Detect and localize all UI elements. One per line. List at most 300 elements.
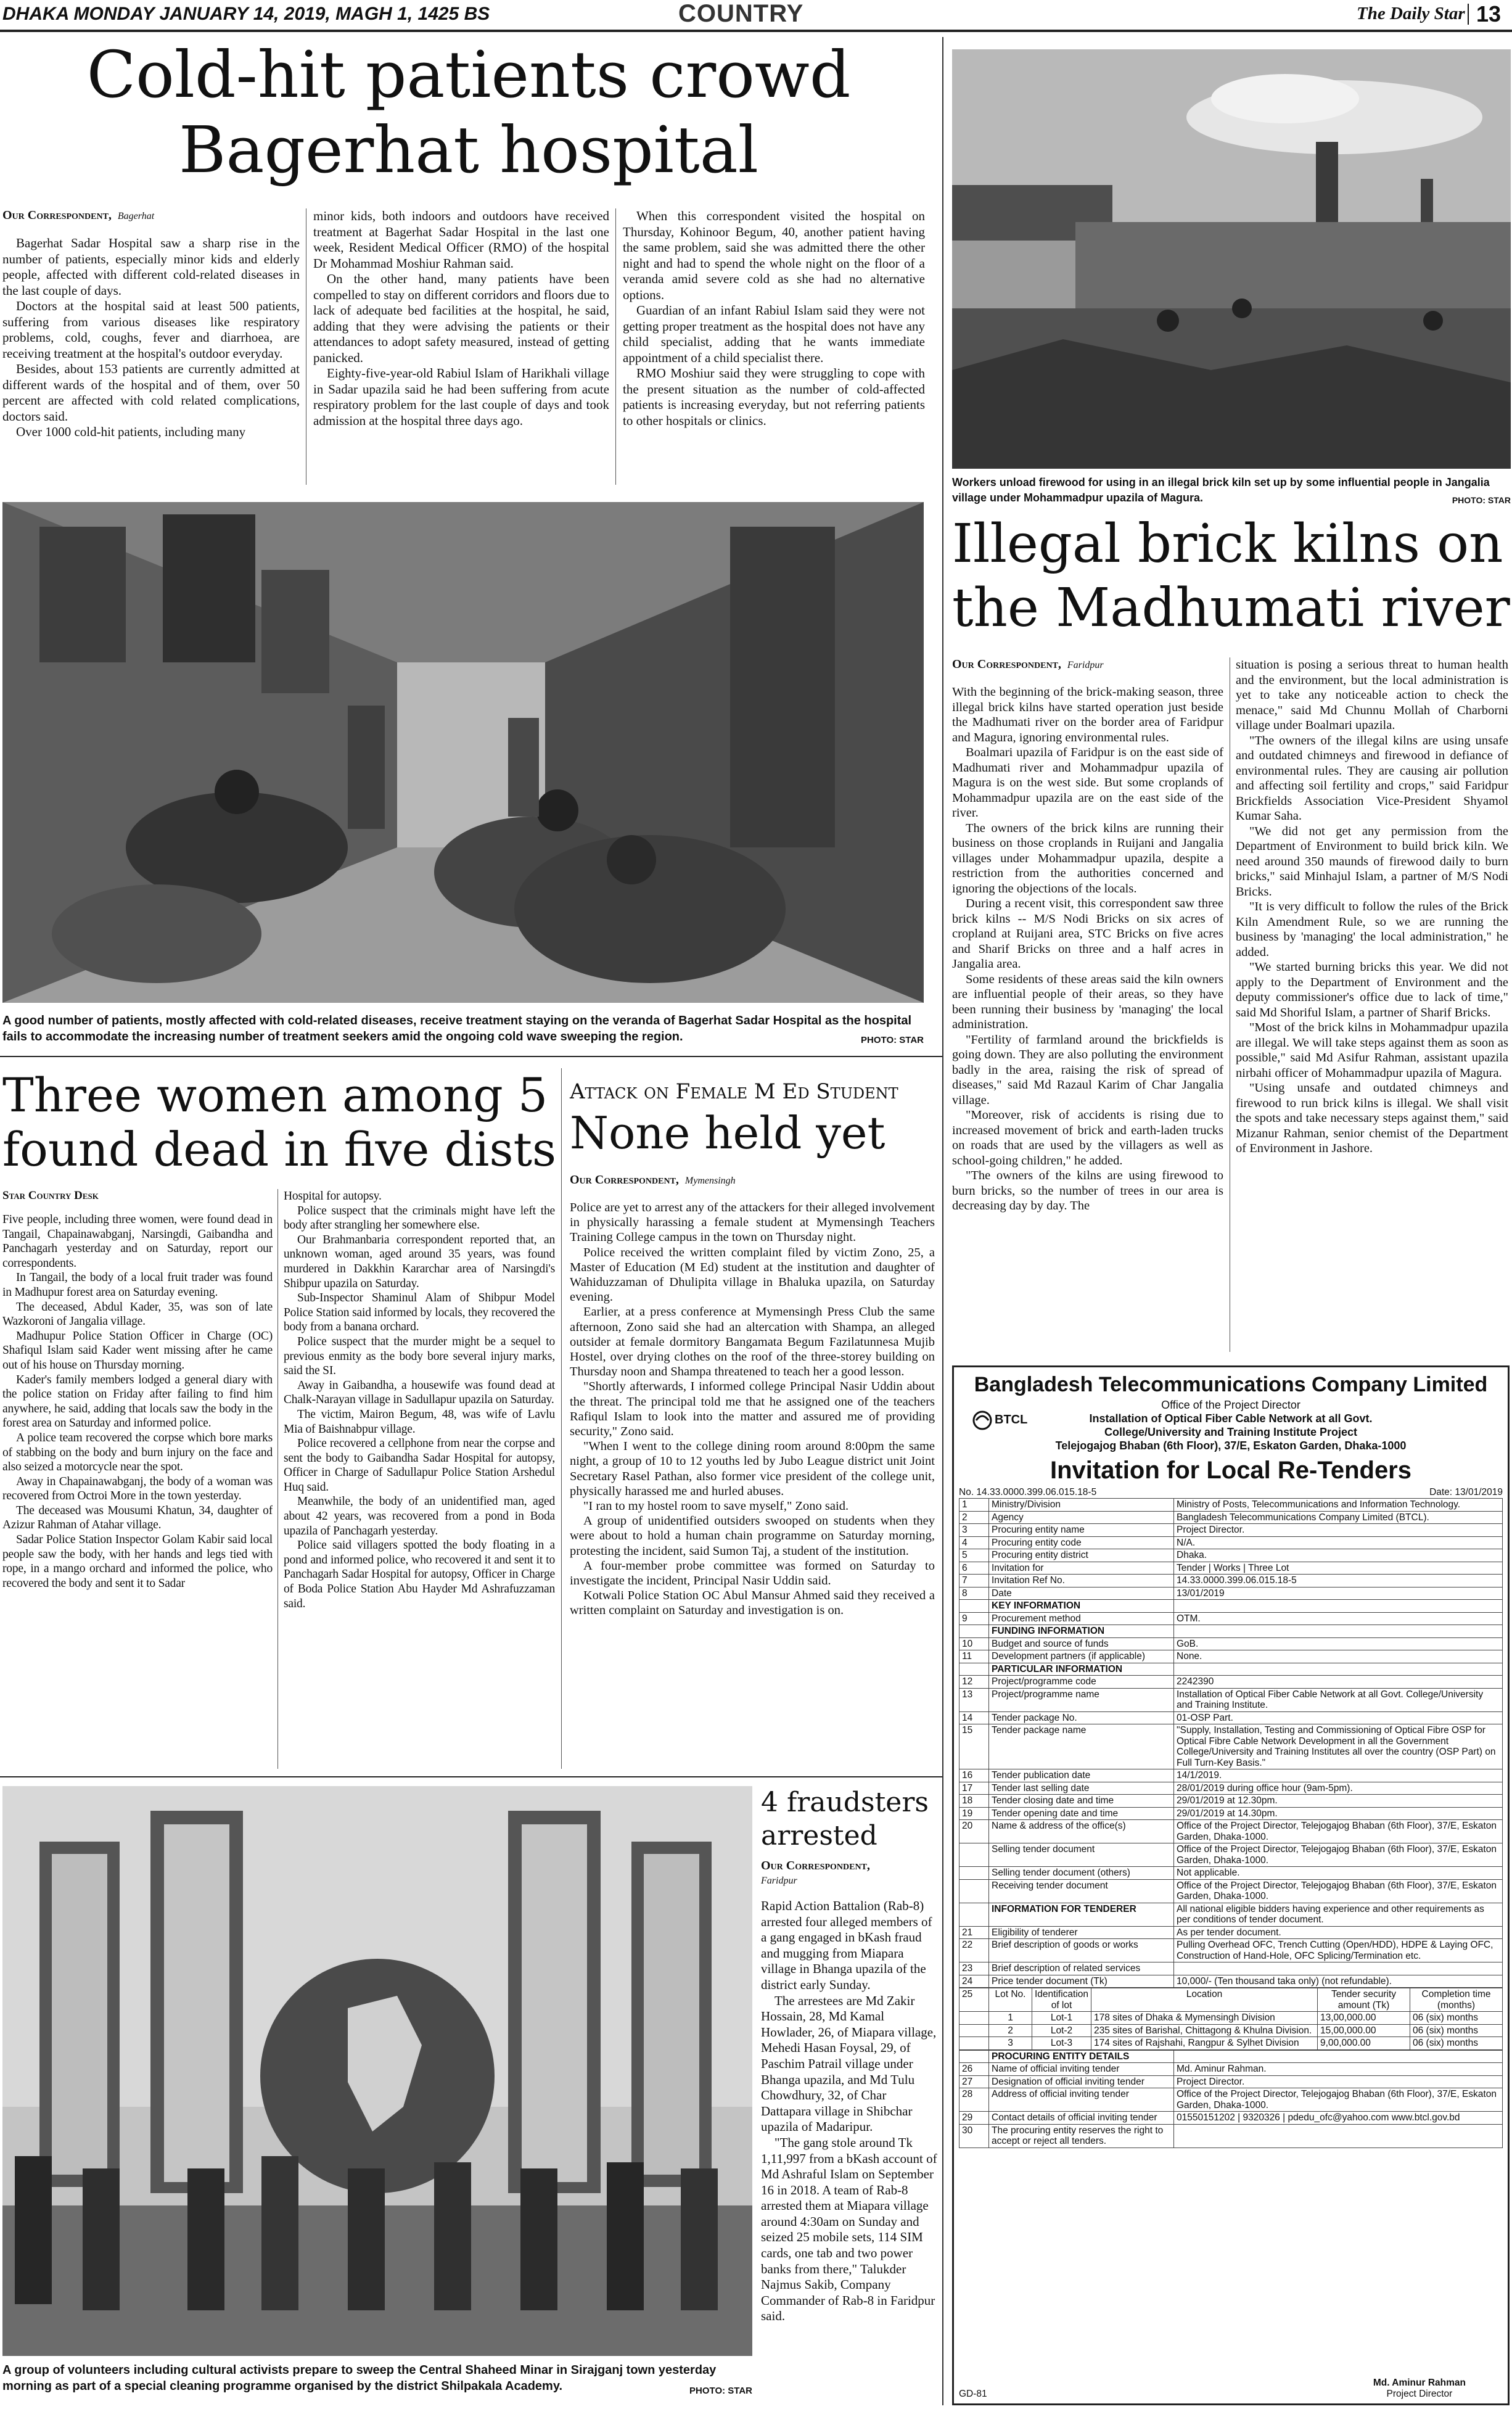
tender-row bbox=[959, 2063, 1503, 2076]
row-label: Tender package No. bbox=[989, 1711, 1174, 1724]
paragraph: A group of unidentified outsiders swooped on students when they were about to hold a human chain programme on Saturday morning, protesting the incident, said Sumon Taj, a student of the institution. bbox=[570, 1514, 935, 1558]
tender-row bbox=[959, 1524, 1503, 1537]
tender-row bbox=[959, 2050, 1503, 2063]
row-number bbox=[959, 1625, 989, 1638]
paragraph: "When I went to the college dining room around 8:00pm the same night, a group of 10 to 12 youths led by Jubo League district unit Joint Secretary Rasel Pathan, also former vice president of the college unit, physically harassed me and hurled abuses. bbox=[570, 1439, 935, 1498]
paragraph: A police team recovered the corpse which bore marks of stabbing on the body and burn injury on the face and also seized a motorcycle near the spot. bbox=[2, 1431, 273, 1474]
row-value: 28/01/2019 during office hour (9am-5pm). bbox=[1174, 1782, 1503, 1795]
signature-title: Project Director bbox=[1386, 2389, 1453, 2399]
paragraph: "Using unsafe and outdated chimneys and firewood to run brick kilns is illegal. We shall visit the spots and take necessary steps against them," said Mizanur Rahman, senior chemist of the Department of Environment in Jashore. bbox=[1236, 1081, 1508, 1155]
row-number: 24 bbox=[959, 1975, 989, 1988]
paragraph: "I ran to my hostel room to save myself," Zono said. bbox=[583, 1499, 849, 1513]
tender-row bbox=[959, 2124, 1503, 2148]
row-value: 01-OSP Part. bbox=[1174, 1711, 1503, 1724]
ad-company: Bangladesh Telecommunications Company Limited bbox=[974, 1373, 1488, 1396]
row-number: 12 bbox=[959, 1676, 989, 1689]
lot-cell: 3 bbox=[989, 2037, 1032, 2050]
row-label: PARTICULAR INFORMATION bbox=[989, 1663, 1174, 1676]
paragraph: The victim, Mairon Begum, 48, was wife of Lavlu Mia of Baishnabpur village. bbox=[284, 1407, 555, 1436]
row-label: Procuring entity code bbox=[989, 1536, 1174, 1549]
shaheed-minar-photo-image bbox=[2, 1786, 752, 2356]
tender-row bbox=[959, 1820, 1503, 1843]
hospital-photo-image bbox=[2, 502, 924, 1003]
paragraph: "The owners of the illegal kilns are using unsafe and outdated chimneys and firewood in defiance of environmental rules. They are causing air pollution and affecting soil fertility and crops," said Faridpur Brickfields Association Vice-President Shyamol Kumar Saha. bbox=[1236, 733, 1508, 823]
ad-line: Installation of Optical Fiber Cable Network at all Govt. bbox=[1089, 1412, 1373, 1425]
tender-row bbox=[959, 1962, 1503, 1975]
tender-row bbox=[959, 2112, 1503, 2125]
lot-row bbox=[959, 2037, 1503, 2050]
ad-office-lines bbox=[959, 1398, 1503, 1452]
row-number: 11 bbox=[959, 1650, 989, 1663]
story4-kicker: Attack on Female M Ed Student bbox=[570, 1079, 898, 1104]
tender-row bbox=[959, 1975, 1503, 1988]
row-value bbox=[1174, 1663, 1503, 1676]
dateline: DHAKA MONDAY JANUARY 14, 2019, MAGH 1, 1425 BS bbox=[2, 4, 490, 24]
brick-kiln-caption bbox=[952, 475, 1511, 508]
photo-credit: PHOTO: STAR bbox=[861, 1035, 924, 1045]
row-value: 14.33.0000.399.06.015.18-5 bbox=[1174, 1575, 1503, 1587]
ad-title: Invitation for Local Re-Tenders bbox=[1050, 1457, 1411, 1484]
paragraph: minor kids, both indoors and outdoors have received treatment at Bagerhat Sadar Hospital in the last one week, Resident Medical Officer (RMO) of the hospital Dr Mohammad Moshiur Rahman said. bbox=[313, 208, 609, 271]
story2-headline-line1: Illegal brick kilns on bbox=[952, 513, 1503, 575]
row-label: Date bbox=[989, 1587, 1174, 1600]
lot-cell bbox=[959, 2037, 989, 2050]
row-value: Installation of Optical Fiber Cable Network at all Govt. College/University and Training Institute. bbox=[1174, 1688, 1503, 1711]
lot-cell: 06 (six) months bbox=[1410, 2012, 1503, 2025]
paragraph: "Shortly afterwards, I informed college Principal Nasir Uddin about the threat. The principal told me that he assigned one of the teachers Rafiqul Islam to look into the matter and assured me of providing security," Zono said. bbox=[570, 1380, 935, 1439]
rule bbox=[0, 1056, 942, 1057]
row-label: Project/programme name bbox=[989, 1688, 1174, 1711]
row-label: Brief description of related services bbox=[989, 1962, 1174, 1975]
paragraph: "Fertility of farmland around the brickfields is going down. They are also polluting the environment badly in the area, raising the risk of spread of diseases," said Md Razaul Karim of Char Jangalia village. bbox=[952, 1032, 1223, 1107]
column-rule bbox=[277, 1189, 278, 1769]
row-label: Receiving tender document bbox=[989, 1879, 1174, 1903]
caption-text: Workers unload firewood for using in an illegal brick kiln set up by some influential people in Jangalia village under Mohammadpur upazila of Magura. bbox=[952, 476, 1490, 504]
paragraph: During a recent visit, this correspondent saw three brick kilns -- M/S Nodi Bricks on six acres of cropland at Ruijani area, STC Bricks on five acres and Sharif Bricks on three and a half acres in Jangalia area. bbox=[952, 897, 1223, 971]
row-label: Project/programme code bbox=[989, 1676, 1174, 1689]
lot-cell: 06 (six) months bbox=[1410, 2037, 1503, 2050]
lot-header-cell: Tender security amount (Tk) bbox=[1318, 1988, 1410, 2012]
row-number: 6 bbox=[959, 1562, 989, 1575]
row-number: 2 bbox=[959, 1511, 989, 1524]
tender-row bbox=[959, 1688, 1503, 1711]
paragraph: Meanwhile, the body of an unidentified man, aged about 42 years, was recovered from a pond in Boda upazila of Panchagarh yesterday. bbox=[284, 1495, 555, 1538]
row-number: 13 bbox=[959, 1688, 989, 1711]
story3-headline bbox=[2, 1068, 557, 1177]
page-divider bbox=[1468, 4, 1469, 25]
paragraph: The arrestees are Md Zakir Hossain, 28, Md Kamal Howlader, 26, of Miapara village, Mehedi Hasan Foysal, 29, of Paschim Patrail village under Bhanga upazila, and Md Tulu Chowdhury, 32, of Char Dattapara village in Shibchar upazila of Madaripur. bbox=[761, 1993, 937, 2135]
tender-row bbox=[959, 1926, 1503, 1939]
row-value: 29/01/2019 at 14.30pm. bbox=[1174, 1807, 1503, 1820]
paragraph: Our Brahmanbaria correspondent reported that, an unknown woman, aged around 35 years, was found murdered in Dakkhin Kararchar area of Narsingdi's Shibpur upazila on Saturday. bbox=[284, 1233, 555, 1290]
paragraph: RMO Moshiur said they were struggling to cope with the present situation as the number of cold-affected patients is increasing everyday, but not referring patients to other hospitals or clinics. bbox=[623, 366, 925, 428]
paragraph: Earlier, at a press conference at Mymensingh Press Club the same afternoon, Zono said she had an altercation with Shampa, an alleged outsider at female dormitory Bangamata Begum Fazilatunnesa Mujib Hostel, over drying clothes on the roof of the three-storey building on Thursday noon and Shampa threatened to teach her a good lesson. bbox=[570, 1305, 935, 1379]
row-label: Address of official inviting tender bbox=[989, 2088, 1174, 2112]
tender-row bbox=[959, 1637, 1503, 1650]
paragraph: Police suspect that the murder might be a sequel to previous enmity as the body bore several injury marks, said the SI. bbox=[284, 1335, 555, 1378]
paragraph: In Tangail, the body of a local fruit trader was found in Madhupur forest area on Saturday evening. bbox=[2, 1271, 273, 1299]
byline-place: Faridpur bbox=[1067, 660, 1104, 670]
story1-col1 bbox=[2, 236, 300, 482]
row-number bbox=[959, 2050, 989, 2063]
lot-cell: 174 sites of Rajshahi, Rangpur & Sylhet Division bbox=[1091, 2037, 1318, 2050]
paragraph: "We started burning bricks this year. We did not apply to the Department of Environment and the deputy commissioner's office due to lack of time," said Md Shoriful Islam, a partner of Sharif Bricks. bbox=[1236, 960, 1508, 1019]
row-number: 19 bbox=[959, 1807, 989, 1820]
lot-row bbox=[959, 2012, 1503, 2025]
row-label: Procuring entity name bbox=[989, 1524, 1174, 1537]
lot-header-cell: Lot No. bbox=[989, 1988, 1032, 2012]
paragraph: Police received the written complaint filed by victim Zono, 25, a Master of Education (M Ed) student at the institution and daughter of Wahiduzzaman of Dhulipita village in Bhaluka upazila, on Saturday evening. bbox=[570, 1245, 935, 1304]
row-number: 18 bbox=[959, 1795, 989, 1808]
row-value: All national eligible bidders having experience and other requirements as per conditions of tender document. bbox=[1174, 1903, 1503, 1926]
paragraph: The owners of the brick kilns are running their business on those croplands in Ruijani and Jangalia villages under Mohammadpur upazila, despite a restriction from the authorities concerned and ignoring the objections of the locals. bbox=[952, 821, 1223, 896]
tender-row bbox=[959, 1625, 1503, 1638]
row-value: 2242390 bbox=[1174, 1676, 1503, 1689]
row-value: N/A. bbox=[1174, 1536, 1503, 1549]
story2-headline-line2: the Madhumati river bbox=[952, 577, 1510, 639]
row-label: Tender opening date and time bbox=[989, 1807, 1174, 1820]
lot-header-cell: Completion time (months) bbox=[1410, 1988, 1503, 2012]
byline-place: Bagerhat bbox=[117, 211, 155, 221]
row-value: 10,000/- (Ten thousand taka only) (not refundable). bbox=[1174, 1975, 1503, 1988]
paragraph: Rapid Action Battalion (Rab-8) arrested four alleged members of a gang engaged in bKash fraud and mugging from Miapara village in Bhanga upazila of the district early Sunday. bbox=[761, 1898, 932, 1992]
brick-kiln-photo-image bbox=[952, 49, 1511, 469]
story1-col3 bbox=[623, 208, 925, 485]
row-value: 01550151202 | 9320326 | pdedu_ofc@yahoo.com www.btcl.gov.bd bbox=[1174, 2112, 1503, 2125]
rule bbox=[0, 1776, 942, 1777]
row-number: 20 bbox=[959, 1820, 989, 1843]
tender-row bbox=[959, 1939, 1503, 1962]
row-number: 14 bbox=[959, 1711, 989, 1724]
row-value: Office of the Project Director, Telejogajog Bhaban (6th Floor), 37/E, Eskaton Garden, Dhaka-1000. bbox=[1174, 1820, 1503, 1843]
story4-byline bbox=[570, 1173, 736, 1187]
paragraph: "It is very difficult to follow the rules of the Brick Kiln Amendment Rule, so we are running the business by 'managing' the local administration," he added. bbox=[1236, 900, 1508, 959]
row-value: Md. Aminur Rahman. bbox=[1174, 2063, 1503, 2076]
story1-headline bbox=[0, 37, 937, 187]
row-label: The procuring entity reserves the right to accept or reject all tenders. bbox=[989, 2124, 1174, 2148]
ad-ref: No. 14.33.0000.399.06.015.18-5 bbox=[959, 1487, 1097, 1497]
story3-col2 bbox=[284, 1189, 555, 1769]
tender-row bbox=[959, 1663, 1503, 1676]
row-value bbox=[1174, 1600, 1503, 1613]
row-label: PROCURING ENTITY DETAILS bbox=[989, 2050, 1174, 2063]
tender-row bbox=[959, 1795, 1503, 1808]
tender-table bbox=[959, 1498, 1503, 1988]
row-number: 17 bbox=[959, 1782, 989, 1795]
row-label: Tender last selling date bbox=[989, 1782, 1174, 1795]
story3-byline: Star Country Desk bbox=[2, 1189, 99, 1202]
tender-row bbox=[959, 1676, 1503, 1689]
section-divider bbox=[942, 37, 943, 2405]
row-number: 27 bbox=[959, 2075, 989, 2088]
paragraph: "The owners of the kilns are using firewood to burn bricks, so the number of trees in our area is decreasing day by day. The bbox=[952, 1169, 1223, 1213]
paragraph: Police said villagers spotted the body floating in a pond and informed police, who recovered it and sent it to Panchagarh Sadar Hospital for autopsy, Officer in Charge of Boda Police Station Abu Hayder Md Ashrafuzzaman said. bbox=[284, 1539, 555, 1610]
tender-row bbox=[959, 1903, 1503, 1926]
story5-byline bbox=[761, 1859, 940, 1887]
row-number: 23 bbox=[959, 1962, 989, 1975]
brick-kiln-photo bbox=[952, 49, 1511, 469]
paragraph: With the beginning of the brick-making season, three illegal brick kilns have started operation just beside the Madhumati river on the border area of Faridpur and Magura, ignoring environmental rules. bbox=[952, 685, 1223, 744]
tender-row bbox=[959, 1575, 1503, 1587]
tender-row bbox=[959, 1536, 1503, 1549]
row-label: Tender package name bbox=[989, 1724, 1174, 1769]
tender-row bbox=[959, 1879, 1503, 1903]
row-number: 10 bbox=[959, 1637, 989, 1650]
paragraph: "Most of the brick kilns in Mohammadpur upazila are illegal. We will take steps against them as soon as possible," said Md Asifur Rahman, assistant upazila nirbahi officer of Mohammadpur upazila of Magura. bbox=[1236, 1021, 1508, 1080]
row-label: Tender publication date bbox=[989, 1769, 1174, 1782]
row-label: KEY INFORMATION bbox=[989, 1600, 1174, 1613]
ad-line: Telejogajog Bhaban (6th Floor), 37/E, Eskaton Garden, Dhaka-1000 bbox=[1055, 1439, 1407, 1452]
paper-name: The Daily Star bbox=[1357, 4, 1465, 23]
row-number: 5 bbox=[959, 1549, 989, 1562]
row-label: Selling tender document bbox=[989, 1843, 1174, 1867]
row-number: 3 bbox=[959, 1524, 989, 1537]
caption-text: A group of volunteers including cultural activists prepare to sweep the Central Shaheed Minar in Sirajganj town yesterday morning as part of a special cleaning programme organised by the district Shilpakala Academy. bbox=[2, 2363, 717, 2393]
row-number bbox=[959, 1867, 989, 1880]
story1-byline bbox=[2, 208, 154, 223]
column-rule bbox=[561, 1068, 562, 1769]
ad-date: Date: 13/01/2019 bbox=[1429, 1487, 1503, 1497]
tender-row bbox=[959, 1549, 1503, 1562]
ad-footer bbox=[959, 2373, 1503, 2400]
paragraph: Kotwali Police Station OC Abul Mansur Ahmed said they received a written complaint on Saturday and investigation is on. bbox=[570, 1589, 935, 1618]
story3-headline-line1: Three women among 5 bbox=[2, 1068, 548, 1122]
row-label: Brief description of goods or works bbox=[989, 1939, 1174, 1962]
tender-row bbox=[959, 1867, 1503, 1880]
photo-credit: PHOTO: STAR bbox=[689, 2386, 752, 2396]
tender-row bbox=[959, 1587, 1503, 1600]
byline-name: Our Correspondent, bbox=[761, 1859, 870, 1872]
story4-body bbox=[570, 1200, 935, 1768]
paragraph: "We did not get any permission from the Department of Environment to build brick kiln. We need around 350 maunds of firewood daily to burn bricks," said Minhajul Islam, a partner of M/S Nodi Bricks. bbox=[1236, 824, 1508, 899]
row-label: Price tender document (Tk) bbox=[989, 1975, 1174, 1988]
paragraph: Bagerhat Sadar Hospital saw a sharp rise in the number of patients, especially minor kids and elderly people, affected with different cold-related diseases in the last couple of days. bbox=[2, 236, 300, 298]
tender-row bbox=[959, 1511, 1503, 1524]
ad-line: Office of the Project Director bbox=[1161, 1399, 1300, 1411]
row-number: 30 bbox=[959, 2124, 989, 2148]
row-label: Selling tender document (others) bbox=[989, 1867, 1174, 1880]
paragraph: Police recovered a cellphone from near the corpse and sent the body to Gaibandha Sadar Hospital for autopsy, Officer in Charge of Sadullapur Police Station Arshedul Huq said. bbox=[284, 1437, 555, 1494]
logo-text: BTCL bbox=[995, 1413, 1028, 1427]
shaheed-minar-photo bbox=[2, 1786, 752, 2356]
row-label: INFORMATION FOR TENDERER bbox=[989, 1903, 1174, 1926]
lot-cell bbox=[959, 2024, 989, 2037]
row-label: Name & address of the office(s) bbox=[989, 1820, 1174, 1843]
story5-headline-line2: arrested bbox=[761, 1820, 877, 1851]
row-value: 13/01/2019 bbox=[1174, 1587, 1503, 1600]
lot-header-cell: Location bbox=[1091, 1988, 1318, 2012]
row-number bbox=[959, 1879, 989, 1903]
row-value: Office of the Project Director, Telejogajog Bhaban (6th Floor), 37/E, Eskaton Garden, Dhaka-1000. bbox=[1174, 1843, 1503, 1867]
row-label: Ministry/Division bbox=[989, 1499, 1174, 1512]
tender-row bbox=[959, 1807, 1503, 1820]
row-value: GoB. bbox=[1174, 1637, 1503, 1650]
row-value bbox=[1174, 1962, 1503, 1975]
ad-signature bbox=[1373, 2378, 1466, 2400]
paragraph: Madhupur Police Station Officer in Charge (OC) Shafiqul Islam said Kader went missing after he came out of his house on Thursday morning. bbox=[2, 1329, 273, 1372]
paragraph: Over 1000 cold-hit patients, including many bbox=[16, 424, 246, 439]
row-label: Development partners (if applicable) bbox=[989, 1650, 1174, 1663]
paragraph: "The gang stole around Tk 1,11,997 from a bKash account of Md Ashraful Islam on September 16 in 2018. A team of Rab-8 arrested them at Miapara village around 4:30am on Sunday and seized 25 mobile sets, 114 SIM cards, one tab and two power banks from there," Talukder Najmus Sakib, Company Commander of Rab-8 in Faridpur said. bbox=[761, 2135, 937, 2324]
paragraph: On the other hand, many patients have been compelled to stay on different corridors and floors due to lack of adequate bed facilities at the hospital, he said, adding that they were advising the patients or their attendances to adopt safety measured, instead of getting panicked. bbox=[313, 271, 609, 365]
lot-header-row bbox=[959, 1988, 1503, 2012]
paragraph: Guardian of an infant Rabiul Islam said they were not getting proper treatment as the hospital does not have any child specialist, adding that he wants immediate appointment of a child specialist there. bbox=[623, 303, 925, 365]
byline-place: Faridpur bbox=[761, 1876, 797, 1886]
row-value: Project Director. bbox=[1174, 2075, 1503, 2088]
tender-row bbox=[959, 2088, 1503, 2112]
row-value: "Supply, Installation, Testing and Commissioning of Optical Fibre OSP for Optical Fibre Cable Network Development in all the Government College/University and Training Institutes all over the country (OSP Part) on Full Turn-Key Basis." bbox=[1174, 1724, 1503, 1769]
paragraph: The deceased was Mousumi Khatun, 34, daughter of Azizur Rahman of Atahar village. bbox=[2, 1504, 273, 1532]
ad-code: GD-81 bbox=[959, 2389, 987, 2399]
row-label: FUNDING INFORMATION bbox=[989, 1625, 1174, 1638]
row-value bbox=[1174, 1625, 1503, 1638]
tender-advertisement bbox=[952, 1365, 1510, 2405]
row-value: As per tender document. bbox=[1174, 1926, 1503, 1939]
row-value: Office of the Project Director, Telejogajog Bhaban (6th Floor), 37/E, Eskaton Garden, Dhaka-1000. bbox=[1174, 1879, 1503, 1903]
row-label: Designation of official inviting tender bbox=[989, 2075, 1174, 2088]
tender-row bbox=[959, 1562, 1503, 1575]
paragraph: Away in Gaibandha, a housewife was found dead at Chalk-Narayan village in Sadullapur upazila on Saturday. bbox=[284, 1378, 555, 1407]
btcl-logo bbox=[971, 1407, 1033, 1438]
row-label: Invitation Ref No. bbox=[989, 1575, 1174, 1587]
row-label: Eligibility of tenderer bbox=[989, 1926, 1174, 1939]
lot-cell: 2 bbox=[989, 2024, 1032, 2037]
ad-ref-row bbox=[959, 1487, 1503, 1498]
tender-row bbox=[959, 1612, 1503, 1625]
lot-cell: 178 sites of Dhaka & Mymensingh Division bbox=[1091, 2012, 1318, 2025]
masthead-rule bbox=[0, 30, 1512, 32]
paragraph: Away in Chapainawabganj, the body of a woman was recovered from Octroi More in the town yesterday. bbox=[2, 1475, 273, 1503]
lot-cell: 235 sites of Barishal, Chittagong & Khulna Division. bbox=[1091, 2024, 1318, 2037]
paragraph: Some residents of these areas said the kiln owners are influential people of their areas, so they have been running their business by 'managing' the local administration. bbox=[952, 972, 1223, 1031]
tender-row bbox=[959, 1711, 1503, 1724]
tender-row bbox=[959, 1782, 1503, 1795]
story4-headline: None held yet bbox=[570, 1107, 885, 1159]
row-value bbox=[1174, 2050, 1503, 2063]
row-value: Tender | Works | Three Lot bbox=[1174, 1562, 1503, 1575]
row-number: 4 bbox=[959, 1536, 989, 1549]
paragraph: "Moreover, risk of accidents is rising due to increased movement of brick and earth-laden trucks on roads that are used by the villagers as well as school-going children," he added. bbox=[952, 1108, 1223, 1167]
lot-cell: 06 (six) months bbox=[1410, 2024, 1503, 2037]
paragraph: Sadar Police Station Inspector Golam Kabir said local people saw the body, with her hands and legs tied with rope, in a mango orchard and informed the police, who recovered the body and sent it to Sadar bbox=[2, 1533, 273, 1590]
row-number: 26 bbox=[959, 2063, 989, 2076]
story3-col1 bbox=[2, 1213, 273, 1768]
tender-row bbox=[959, 2075, 1503, 2088]
signature-name: Md. Aminur Rahman bbox=[1373, 2378, 1466, 2388]
row-value bbox=[1174, 2124, 1503, 2148]
row-value: 14/1/2019. bbox=[1174, 1769, 1503, 1782]
byline-name: Our Correspondent, bbox=[570, 1173, 679, 1187]
tender-table-2 bbox=[959, 2050, 1503, 2148]
story1-headline-line1: Cold-hit patients crowd bbox=[86, 37, 851, 112]
tender-row bbox=[959, 1650, 1503, 1663]
story5-headline bbox=[761, 1786, 940, 1853]
section-label: COUNTRY bbox=[678, 0, 804, 27]
row-value: OTM. bbox=[1174, 1612, 1503, 1625]
row-number: 15 bbox=[959, 1724, 989, 1769]
row-number: 1 bbox=[959, 1499, 989, 1512]
story2-byline bbox=[952, 657, 1104, 672]
paragraph: Boalmari upazila of Faridpur is on the east side of Madhumati river and Mohammadpur upazila of Magura is on the west side. But some croplands of Mohammadpur upazila are on the east side of the river. bbox=[952, 746, 1223, 820]
paragraph: Eighty-five-year-old Rabiul Islam of Harikhali village in Sadar upazila said he had been suffering from acute respiratory problem for the last couple of days and took admission at the hospital three days ago. bbox=[313, 366, 609, 428]
row-label: Procurement method bbox=[989, 1612, 1174, 1625]
paragraph: Five people, including three women, were found dead in Tangail, Chapainawabganj, Narsingdi, Gaibandha and Panchagarh yesterday and on Saturday, report our correspondents. bbox=[2, 1213, 273, 1270]
paragraph: Police are yet to arrest any of the attackers for their alleged involvement in physically harassing a female student at Mymensingh Teachers Training College campus in the town on Thursday night. bbox=[570, 1201, 935, 1245]
lot-cell: 1 bbox=[989, 2012, 1032, 2025]
hospital-photo-caption bbox=[2, 1013, 924, 1048]
story3-headline-line2: found dead in five dists bbox=[2, 1122, 557, 1177]
paragraph: Police suspect that the criminals might have left the body after strangling her somewhere else. bbox=[284, 1204, 555, 1232]
paragraph: Doctors at the hospital said at least 500 patients, suffering from various diseases like respiratory problems, cold, coughs, fever and diarrhoea, are receiving treatment at the hospital's outdoor everyday. bbox=[2, 299, 300, 361]
row-number bbox=[959, 1903, 989, 1926]
row-number bbox=[959, 1843, 989, 1867]
row-label: Agency bbox=[989, 1511, 1174, 1524]
row-number: 7 bbox=[959, 1575, 989, 1587]
tender-row bbox=[959, 1600, 1503, 1613]
story1-col2 bbox=[313, 208, 609, 485]
byline-place: Mymensingh bbox=[684, 1176, 736, 1186]
row-number: 22 bbox=[959, 1939, 989, 1962]
lot-row bbox=[959, 2024, 1503, 2037]
photo-credit: PHOTO: STAR bbox=[1452, 495, 1511, 505]
paragraph: The deceased, Abdul Kader, 35, was son of late Wazkoroni of Jangalia village. bbox=[2, 1300, 273, 1328]
tender-row bbox=[959, 1499, 1503, 1512]
lot-header-cell: Identification of lot bbox=[1032, 1988, 1091, 2012]
row-number: 8 bbox=[959, 1587, 989, 1600]
row-label: Name of official inviting tender bbox=[989, 2063, 1174, 2076]
row-value: Office of the Project Director, Telejogajog Bhaban (6th Floor), 37/E, Eskaton Garden, Dhaka-1000. bbox=[1174, 2088, 1503, 2112]
row-label: Contact details of official inviting tender bbox=[989, 2112, 1174, 2125]
paragraph: situation is posing a serious threat to human health and the environment, but the local administration is yet to take any noticeable action to check the menace," said Md Chunnu Mollah of Charborni village under Boalmari upazila. bbox=[1236, 658, 1508, 732]
row-number: 21 bbox=[959, 1926, 989, 1939]
row-value: Not applicable. bbox=[1174, 1867, 1503, 1880]
masthead bbox=[0, 0, 1512, 31]
row-number bbox=[959, 1663, 989, 1676]
row-label: Procuring entity district bbox=[989, 1549, 1174, 1562]
lot-table bbox=[959, 1988, 1503, 2050]
byline-name: Our Correspondent, bbox=[2, 208, 112, 222]
lot-cell: Lot-3 bbox=[1032, 2037, 1091, 2050]
lot-cell: 9,00,000.00 bbox=[1318, 2037, 1410, 2050]
shaheed-minar-caption bbox=[2, 2362, 752, 2399]
row-number: 16 bbox=[959, 1769, 989, 1782]
row-number bbox=[959, 1600, 989, 1613]
row-value: Bangladesh Telecommunications Company Limited (BTCL). bbox=[1174, 1511, 1503, 1524]
tender-row bbox=[959, 1843, 1503, 1867]
story2-col1 bbox=[952, 685, 1223, 1352]
row-value: Project Director. bbox=[1174, 1524, 1503, 1537]
paragraph: Sub-Inspector Shaminul Alam of Shibpur Model Police Station said informed by locals, they recovered the body from a banana orchard. bbox=[284, 1291, 555, 1334]
tender-row bbox=[959, 1769, 1503, 1782]
paragraph: Besides, about 153 patients are currently admitted at different wards of the hospital and of them, over 50 percent are affected with cold related complications, doctors said. bbox=[2, 361, 300, 424]
caption-text: A good number of patients, mostly affected with cold-related diseases, receive treatment staying on the veranda of Bagerhat Sadar Hospital as the hospital fails to accommodate the increasing number of treatment seekers amid the ongoing cold wave sweeping the region. bbox=[2, 1014, 912, 1044]
row-value: None. bbox=[1174, 1650, 1503, 1663]
row-number: 28 bbox=[959, 2088, 989, 2112]
page-number: 13 bbox=[1476, 1, 1502, 27]
row-value: Dhaka. bbox=[1174, 1549, 1503, 1562]
row-value: Ministry of Posts, Telecommunications and Information Technology. bbox=[1174, 1499, 1503, 1512]
row-number: 9 bbox=[959, 1612, 989, 1625]
story2-col2 bbox=[1236, 657, 1508, 1352]
byline-name: Our Correspondent, bbox=[952, 657, 1061, 671]
row-value: 29/01/2019 at 12.30pm. bbox=[1174, 1795, 1503, 1808]
paragraph: A four-member probe committee was formed on Saturday to investigate the incident, Principal Nasir Uddin said. bbox=[570, 1559, 935, 1588]
lot-cell bbox=[959, 2012, 989, 2025]
lot-cell: 13,00,000.00 bbox=[1318, 2012, 1410, 2025]
lot-cell: Lot-1 bbox=[1032, 2012, 1091, 2025]
story5-headline-line1: 4 fraudsters bbox=[761, 1787, 929, 1818]
paragraph: When this correspondent visited the hospital on Thursday, Kohinoor Begum, 40, another patient having the same problem, said she was admitted there the other night and had to spend the whole night on the floor of a veranda amid severe cold as she had no alternative options. bbox=[623, 208, 925, 302]
